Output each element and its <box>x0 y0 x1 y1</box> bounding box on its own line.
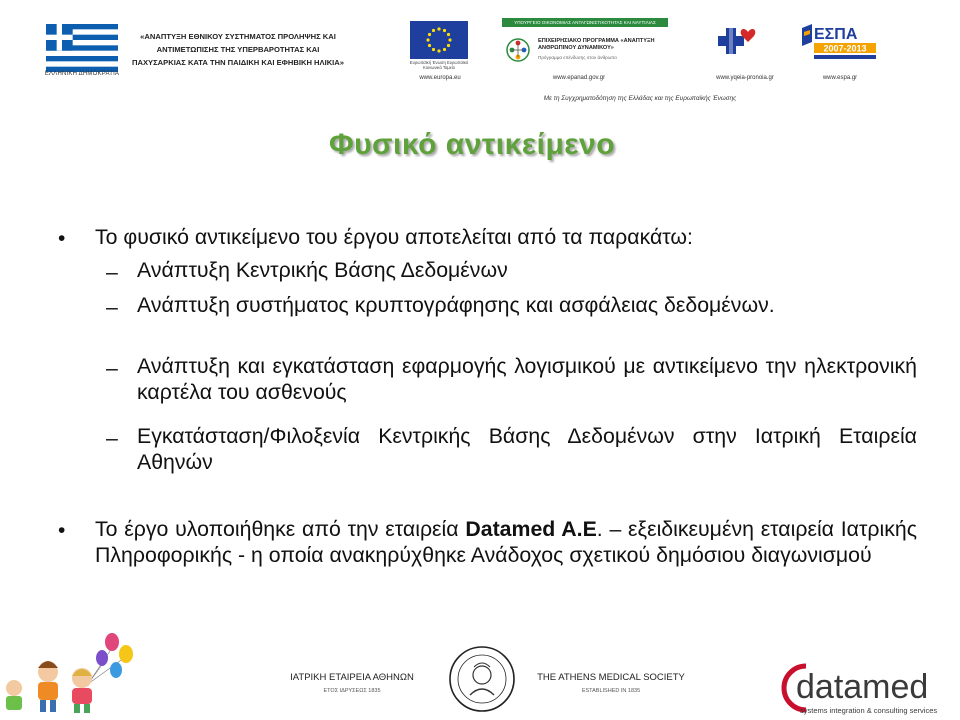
athens-medical-society-seal-icon <box>448 645 516 713</box>
eu-url-link[interactable]: www.europa.eu <box>419 75 461 81</box>
sub-item-hosting: Εγκατάσταση/Φιλοξενία Κεντρικής Βάσης Δεδομένων στην Ιατρική Εταιρεία Αθηνών <box>137 424 917 474</box>
greek-flag-icon <box>38 24 126 72</box>
society-est-english: ESTABLISHED IN 1835 <box>581 688 641 694</box>
op-program-title: ΕΠΙΧΕΙΡΗΣΙΑΚΟ ΠΡΟΓΡΑΜΜΑ «ΑΝΑΠΤΥΞΗ ΑΝΘΡΩΠΙΝΟΥ ΔΥΝΑΜΙΚΟΥ» <box>538 38 655 51</box>
dash-mark: – <box>106 295 118 319</box>
espa-main-text: ΕΣΠΑ <box>814 26 858 43</box>
datamed-tagline-text: systems integration & consulting services <box>800 706 938 715</box>
dash-mark: – <box>106 260 118 284</box>
bullet-text-contractor <box>95 516 917 568</box>
flag-caption: ΕΛΛΗΝΙΚΗ ΔΗΜΟΚΡΑΤΙΑ <box>44 71 120 77</box>
contractor-text-pre: Το έργο υλοποιήθηκε από την εταιρεία <box>95 517 466 541</box>
op-ministry-banner: ΥΠΟΥΡΓΕΙΟ ΟΙΚΟΝΟΜΙΑΣ ΑΝΤΑΓΩΝΙΣΤΙΚΟΤΗΤΑΣ ΚΑΙ ΝΑΥΤΙΛΙΑΣ <box>502 18 668 27</box>
dash-mark: – <box>106 356 118 380</box>
society-name-greek: ΙΑΤΡΙΚΗ ΕΤΑΙΡΕΙΑ ΑΘΗΝΩΝ <box>290 672 414 683</box>
op-url-link[interactable]: www.epanad.gov.gr <box>552 75 606 81</box>
society-name-english: THE ATHENS MEDICAL SOCIETY <box>537 672 685 683</box>
datamed-logo-icon <box>780 660 960 718</box>
espa-years-text: 2007-2013 <box>823 43 867 54</box>
bullet-mark: • <box>58 227 66 250</box>
health-ministry-logo-icon <box>716 22 760 64</box>
children-balloons-illustration-icon <box>0 632 140 714</box>
espa-logo-icon <box>800 22 878 68</box>
sub-item-encryption: Ανάπτυξη συστήματος κρυπτογράφησης και ασφάλειας δεδομένων. <box>137 293 775 317</box>
bullet-text-scope: Το φυσικό αντικείμενο του έργου αποτελείται από τα παρακάτω: <box>95 225 693 249</box>
eu-caption: Ευρωπαϊκή Ένωση Ευρωπαϊκό Κοινωνικό Ταμείο <box>409 60 469 70</box>
sub-item-software: Ανάπτυξη και εγκατάσταση εφαρμογής λογισμικού με αντικείμενο την ηλεκτρονική καρτέλα του ασθενούς <box>137 354 917 404</box>
contractor-text-post: . – εξειδικευμένη εταιρεία Ιατρικής Πληροφορικής - η οποία ανακηρύχθηκε Ανάδοχος σχετικού δημόσιου διαγωνισμού <box>95 517 917 567</box>
society-est-greek: ΕΤΟΣ ΙΔΡΥΣΕΩΣ 1835 <box>323 688 381 694</box>
op-program-subtitle: Πρόγραμμα επένδυσης στον άνθρωπο <box>538 55 617 60</box>
project-title: «ΑΝΑΠΤΥΞΗ ΕΘΝΙΚΟΥ ΣΥΣΤΗΜΑΤΟΣ ΠΡΟΛΗΨΗΣ ΚΑΙ ΑΝΤΙΜΕΤΩΠΙΣΗΣ ΤΗΣ ΥΠΕΡΒΑΡΟΤΗΤΑΣ ΚΑΙ ΠΑΧΥΣΑΡΚΙΑΣ ΚΑΤΑ ΤΗΝ ΠΑΙΔΙΚΗ ΚΑΙ ΕΦΗΒΙΚΗ ΗΛΙΚΙΑ» <box>132 32 344 67</box>
datamed-name-text: datamed <box>796 668 929 706</box>
op-program-logo-icon <box>504 34 532 66</box>
dash-mark: – <box>106 426 118 450</box>
contractor-name: Datamed A.E <box>465 517 597 541</box>
espa-url-link[interactable]: www.espa.gr <box>822 75 858 81</box>
health-url-link[interactable]: www.yqeia-pronoia.gr <box>716 75 774 81</box>
cofunding-note: Με τη Συγχρηματοδότηση της Ελλάδας και της Ευρωπαϊκής Ένωσης <box>543 95 737 102</box>
slide-title: Φυσικό αντικείμενο <box>328 128 616 161</box>
bullet-mark: • <box>58 519 66 542</box>
sub-item-database: Ανάπτυξη Κεντρικής Βάσης Δεδομένων <box>137 258 508 282</box>
eu-flag-icon <box>410 21 468 59</box>
